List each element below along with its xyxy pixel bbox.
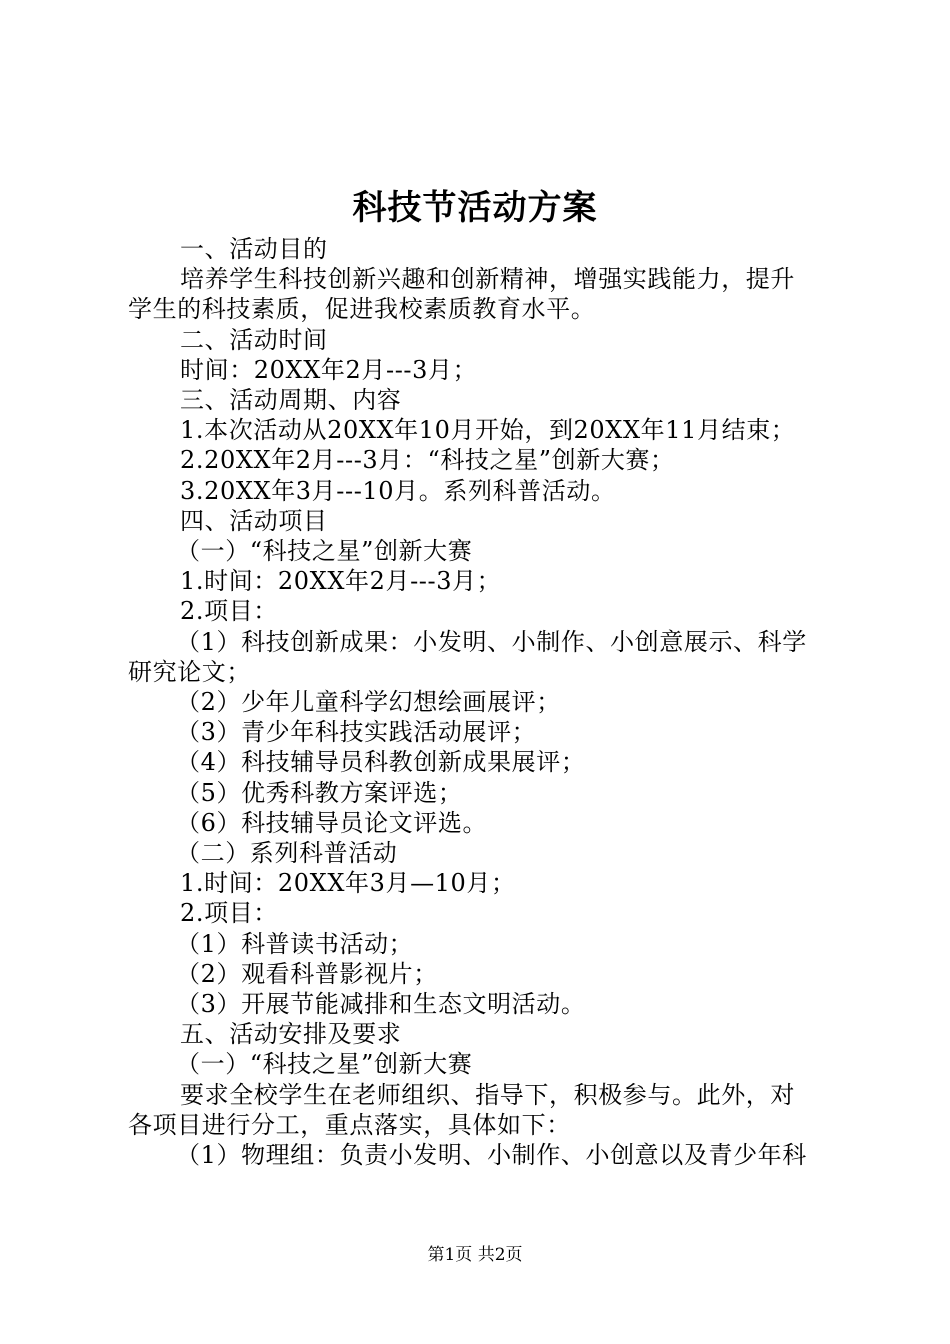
section-heading-2: 二、活动时间 [180,325,328,354]
paragraph-line: 时间：20XX年2月---3月； [180,355,478,384]
list-item: （2）观看科普影视片； [176,959,438,988]
paragraph-line: 2.项目： [180,899,278,928]
document-body [128,234,832,1170]
paragraph-line: 2.项目： [180,597,278,626]
subsection-heading: （二）系列科普活动 [176,839,398,868]
section-heading-4: 四、活动项目 [180,506,328,535]
section-heading-3: 三、活动周期、内容 [180,386,402,415]
paragraph-line: 培养学生科技创新兴趣和创新精神，增强实践能力，提升 [180,265,795,294]
list-item: （6）科技辅导员论文评选。 [176,808,488,837]
paragraph-line: 学生的科技素质，促进我校素质教育水平。 [128,295,596,324]
subsection-heading: （一）“科技之星”创新大赛 [176,537,473,566]
paragraph-line: 各项目进行分工，重点落实，具体如下： [128,1110,571,1139]
paragraph-line: 1.时间：20XX年2月---3月； [180,567,502,596]
paragraph-line: 1.时间：20XX年3月—10月； [180,869,516,898]
list-item: （1）科技创新成果：小发明、小制作、小创意展示、科学 [176,627,807,656]
document-title: 科技节活动方案 [352,188,598,228]
list-item: （3）开展节能减排和生态文明活动。 [176,990,586,1019]
paragraph-line: 3.20XX年3月---10月。系列科普活动。 [180,476,616,505]
page-footer: 第1页 共2页 [427,1245,523,1265]
subsection-heading: （一）“科技之星”创新大赛 [176,1050,473,1079]
section-heading-1: 一、活动目的 [180,235,328,263]
section-heading-5: 五、活动安排及要求 [180,1020,402,1049]
list-item: （5）优秀科教方案评选； [176,778,463,807]
list-item-continuation: 研究论文； [128,657,251,686]
list-item: （4）科技辅导员科教创新成果展评； [176,748,586,777]
list-item: （1）物理组：负责小发明、小制作、小创意以及青少年科 [176,1141,807,1170]
paragraph-line: 2.20XX年2月---3月：“科技之星”创新大赛； [180,446,675,475]
list-item: （3）青少年科技实践活动展评； [176,718,537,747]
list-item: （1）科普读书活动； [176,929,414,958]
paragraph-line: 1.本次活动从20XX年10月开始，到20XX年11月结束； [180,416,796,445]
list-item: （2）少年儿童科学幻想绘画展评； [176,688,561,717]
paragraph-line: 要求全校学生在老师组织、指导下，积极参与。此外，对 [180,1080,795,1109]
